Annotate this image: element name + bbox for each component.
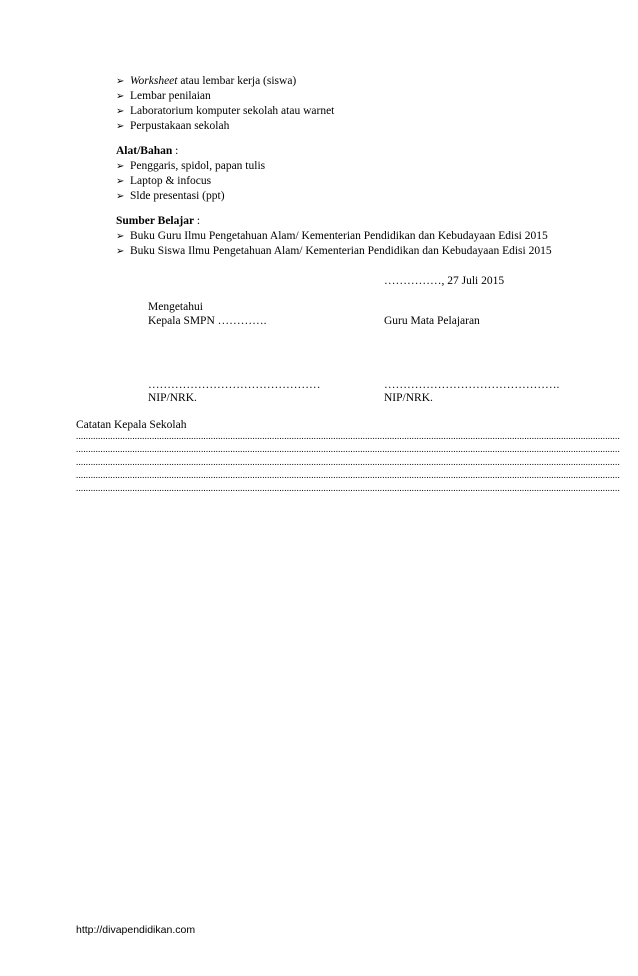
- arrow-bullet-icon: ➢: [116, 76, 125, 87]
- left-nip-label: NIP/NRK.: [148, 392, 197, 404]
- arrow-bullet-icon: ➢: [116, 246, 125, 257]
- list-item: ➢ Worksheet atau lembar kerja (siswa): [116, 75, 297, 87]
- sumber-belajar-heading: Sumber Belajar :: [116, 215, 201, 227]
- date-line: ……………, 27 Juli 2015: [384, 275, 505, 287]
- arrow-bullet-icon: ➢: [116, 121, 125, 132]
- list-item: ➢ Lembar penilaian: [116, 90, 211, 102]
- note-line: ..............................................................................................................................................................................................................................: [76, 431, 620, 441]
- arrow-bullet-icon: ➢: [116, 191, 125, 202]
- right-signature-line: ……………………………………….: [384, 379, 560, 391]
- note-line: ..............................................................................................................................................................................................................................: [76, 457, 620, 467]
- arrow-bullet-icon: ➢: [116, 91, 125, 102]
- list-item: ➢ Buku Siswa Ilmu Pengetahuan Alam/ Kementerian Pendidikan dan Kebudayaan Edisi 2015: [116, 245, 552, 257]
- note-line: ..............................................................................................................................................................................................................................: [76, 444, 620, 454]
- footer-url: http://divapendidikan.com: [76, 924, 196, 936]
- kepala-smpn-label: Kepala SMPN ………….: [148, 315, 267, 327]
- list-item: ➢ Buku Guru Ilmu Pengetahuan Alam/ Kementerian Pendidikan dan Kebudayaan Edisi 2015: [116, 230, 548, 242]
- list-item: ➢ Laptop & infocus: [116, 175, 212, 187]
- list-item: ➢ Laboratorium komputer sekolah atau warnet: [116, 105, 335, 117]
- list-item: ➢ Perpustakaan sekolah: [116, 120, 230, 132]
- guru-label: Guru Mata Pelajaran: [384, 315, 480, 327]
- arrow-bullet-icon: ➢: [116, 231, 125, 242]
- alat-bahan-heading: Alat/Bahan :: [116, 145, 179, 157]
- catatan-heading: Catatan Kepala Sekolah: [76, 419, 187, 431]
- left-signature-line: ………………………………………: [148, 379, 321, 391]
- list-item: ➢ Slde presentasi (ppt): [116, 190, 225, 202]
- arrow-bullet-icon: ➢: [116, 176, 125, 187]
- list-item: ➢ Penggaris, spidol, papan tulis: [116, 160, 266, 172]
- right-nip-label: NIP/NRK.: [384, 392, 433, 404]
- mengetahui-label: Mengetahui: [148, 301, 203, 313]
- note-line: ..............................................................................................................................................................................................................................: [76, 470, 620, 480]
- arrow-bullet-icon: ➢: [116, 106, 125, 117]
- arrow-bullet-icon: ➢: [116, 161, 125, 172]
- note-line: ..............................................................................................................................................................................................................................: [76, 483, 620, 493]
